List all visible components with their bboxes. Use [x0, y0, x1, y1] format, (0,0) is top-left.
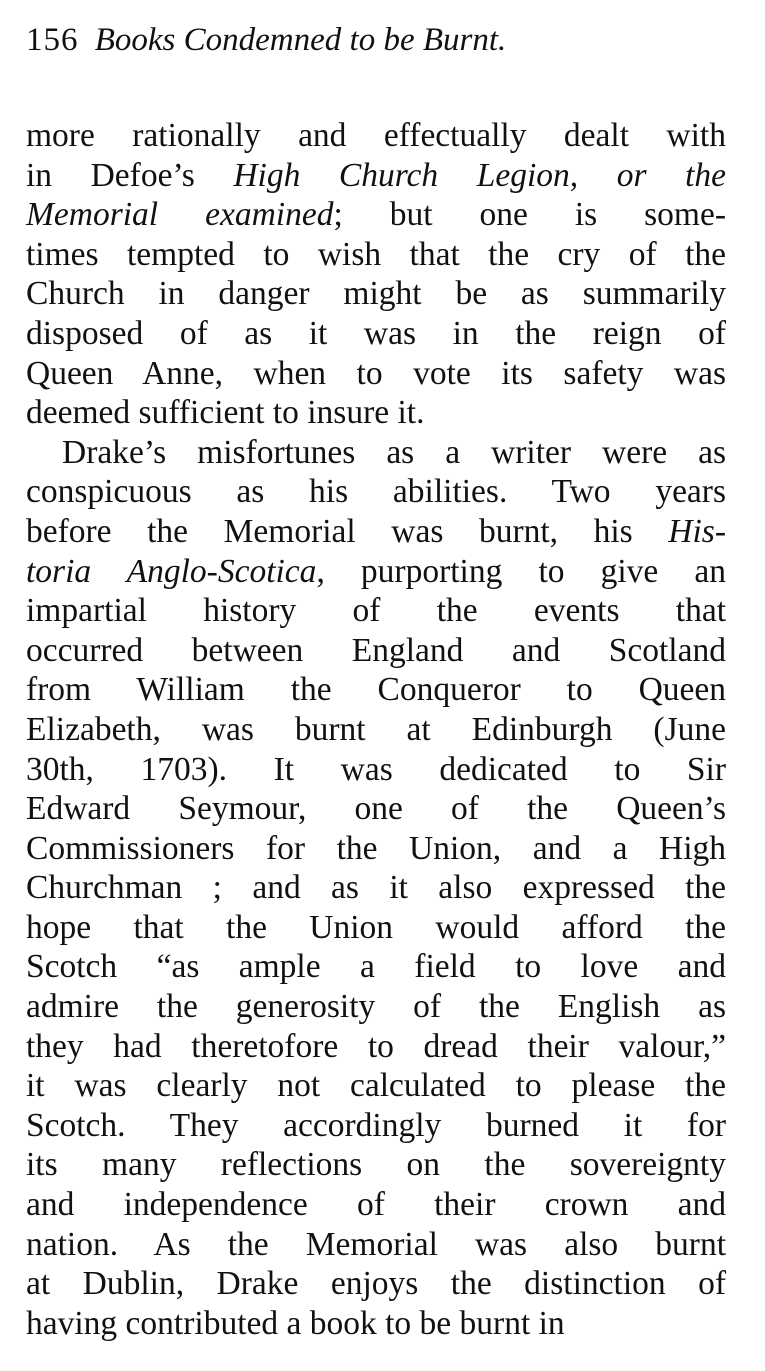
text-line: [26, 1145, 726, 1185]
text-segment: deemed sufficient to insure it.: [26, 394, 425, 432]
text-segment: occurred between England and Scotland: [26, 631, 726, 669]
running-head: [26, 16, 726, 64]
text-segment: Elizabeth, was burnt at Edinburgh (June: [26, 710, 726, 748]
text-segment: , purporting to give an: [316, 552, 727, 590]
text-segment: Scotch. They accordingly burned it for: [26, 1106, 726, 1144]
text-segment: ; but one is some-: [333, 196, 726, 234]
text-segment: admire the generosity of the English as: [26, 988, 726, 1026]
text-segment: conspicuous as his abilities. Two years: [26, 473, 726, 511]
text-line: [26, 591, 726, 631]
text-line: [26, 1264, 726, 1304]
text-segment: Queen Anne, when to vote its safety was: [26, 354, 726, 392]
text-segment: from William the Conqueror to Queen: [26, 671, 726, 709]
text-line: [26, 1066, 726, 1106]
text-line: [26, 235, 726, 275]
text-line: [26, 314, 726, 354]
text-segment: Church in danger might be as summarily: [26, 275, 726, 313]
text-line: [26, 789, 726, 829]
page-number: 156: [26, 22, 79, 58]
text-line: [26, 1106, 726, 1146]
text-line: [26, 868, 726, 908]
text-line: [26, 156, 726, 196]
italic-text-segment: Memorial examined: [26, 196, 334, 234]
text-segment: having contributed a book to be burnt in: [26, 1304, 565, 1342]
text-segment: hope that the Union would afford the: [26, 908, 726, 946]
text-line: [26, 472, 726, 512]
text-line: [26, 1225, 726, 1265]
text-segment: at Dublin, Drake enjoys the distinction of: [26, 1265, 726, 1303]
italic-text-segment: toria Anglo-Scotica: [26, 552, 317, 590]
text-line: [26, 710, 726, 750]
text-segment: its many reflections on the sovereignty: [26, 1146, 726, 1184]
text-segment: Commissioners for the Union, and a High: [26, 829, 726, 867]
text-segment: times tempted to wish that the cry of the: [26, 235, 726, 273]
italic-text-segment: His-: [668, 512, 726, 550]
text-line: [26, 829, 726, 869]
book-page: [26, 16, 726, 1343]
text-segment: 30th, 1703). It was dedicated to Sir: [26, 750, 726, 788]
text-line: [26, 552, 726, 592]
text-line: [26, 393, 726, 433]
running-title: Books Condemned to be Burnt.: [94, 22, 507, 58]
text-line: [26, 116, 726, 156]
text-line: [26, 987, 726, 1027]
text-segment: nation. As the Memorial was also burnt: [26, 1225, 726, 1263]
text-line: [26, 631, 726, 671]
text-segment: Drake’s misfortunes as a writer were as: [62, 433, 726, 471]
text-segment: and independence of their crown and: [26, 1186, 726, 1224]
text-line: [26, 354, 726, 394]
text-segment: impartial history of the events that: [26, 592, 726, 630]
text-segment: before the Memorial was burnt, his: [26, 512, 669, 550]
text-segment: Scotch “as ample a field to love and: [26, 948, 726, 986]
text-segment: more rationally and effectually dealt with: [26, 117, 726, 154]
text-line: [26, 512, 726, 552]
text-line: [26, 1304, 726, 1344]
text-line: [26, 947, 726, 987]
text-line: [26, 908, 726, 948]
body-text: [26, 116, 726, 1343]
text-line: [26, 195, 726, 235]
text-line: [26, 1027, 726, 1067]
text-segment: in Defoe’s: [26, 156, 234, 194]
text-segment: they had theretofore to dread their valour,”: [26, 1027, 726, 1065]
text-line: [26, 670, 726, 710]
text-line: [26, 1185, 726, 1225]
text-segment: Edward Seymour, one of the Queen’s: [26, 790, 726, 828]
text-line: [26, 750, 726, 790]
text-segment: it was clearly not calculated to please the: [26, 1067, 726, 1105]
text-line: [26, 274, 726, 314]
text-segment: disposed of as it was in the reign of: [26, 314, 726, 352]
text-segment: Churchman ; and as it also expressed the: [26, 869, 726, 907]
italic-text-segment: High Church Legion, or the: [233, 156, 726, 194]
text-line: [26, 433, 726, 473]
